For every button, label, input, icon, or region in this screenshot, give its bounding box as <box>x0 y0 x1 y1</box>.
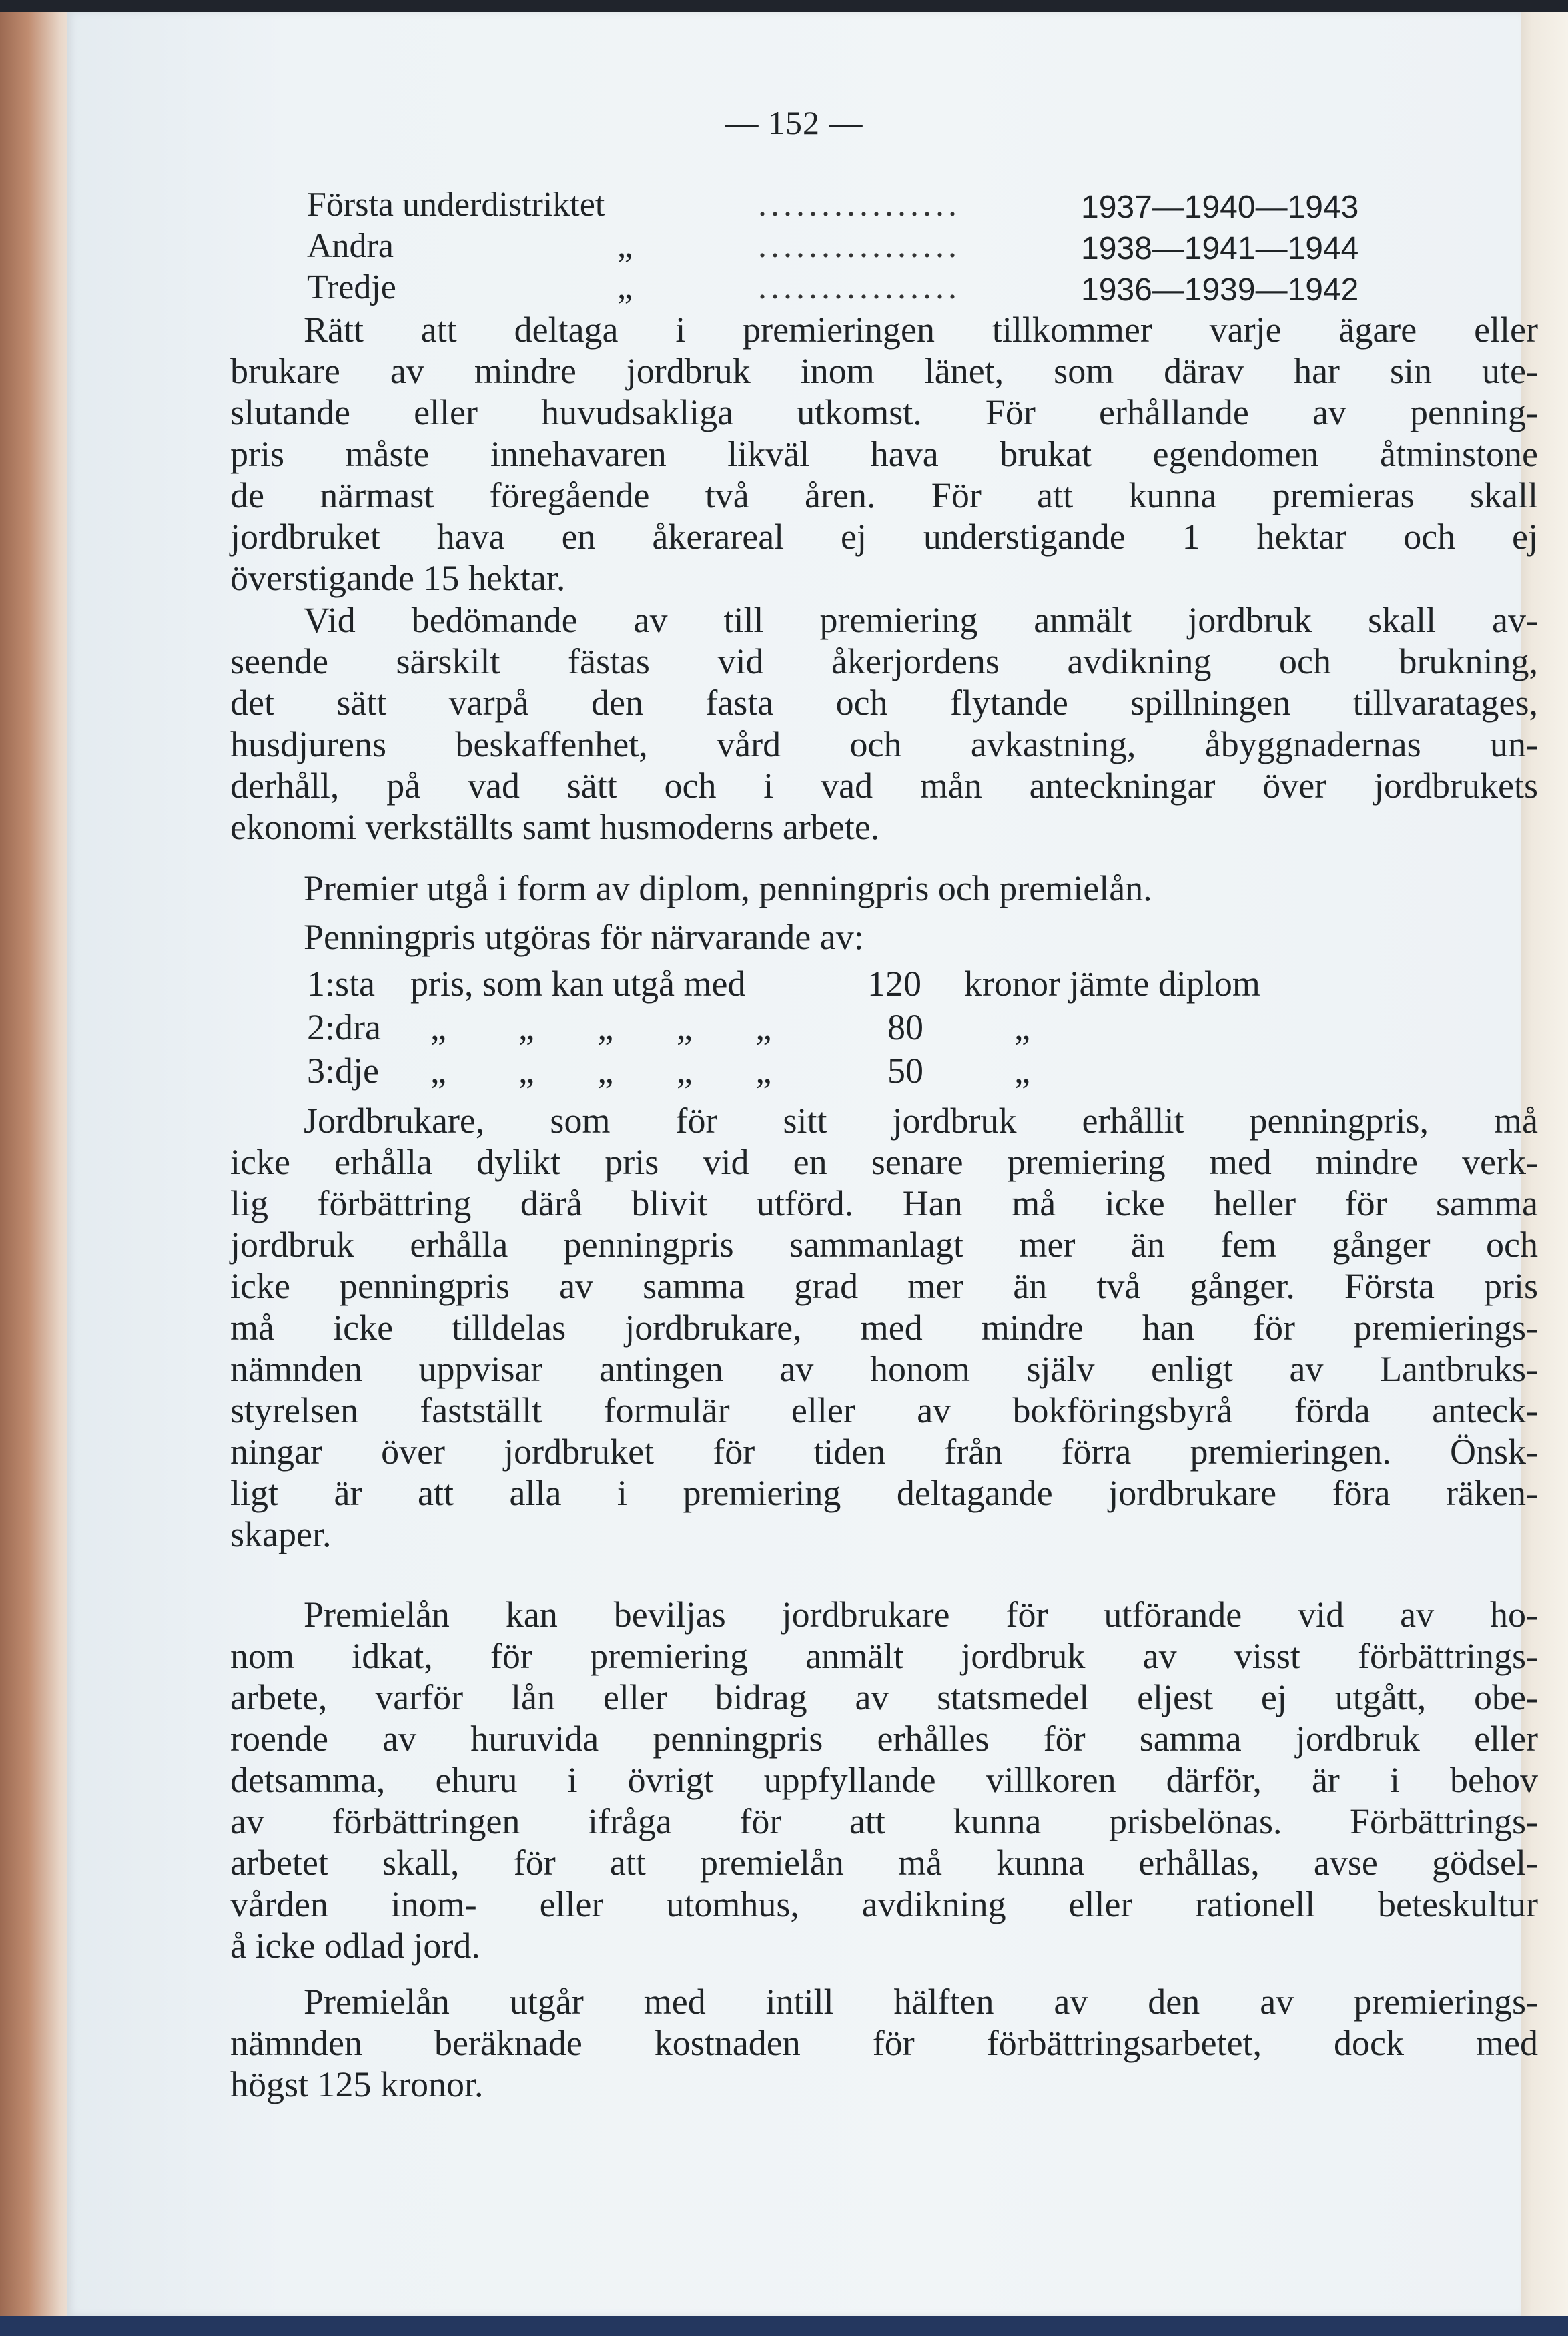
paragraph-line: Premielån utgår med intill hälften av den av premierings- <box>304 1982 1538 2022</box>
paragraph-line: pris måste innehavaren likväl hava brukat egendomen åtminstone <box>230 434 1538 474</box>
schedule-years: 1937—1940—1943 <box>1081 190 1359 225</box>
paragraph-line: vården inom- eller utomhus, avdikning eller rationell beteskultur <box>230 1884 1538 1924</box>
schedule-row-1 <box>307 184 605 226</box>
ditto-mark: „ <box>1014 1007 1030 1047</box>
paragraph-line: icke penningpris av samma grad mer än två gånger. Första pris <box>230 1266 1538 1306</box>
paragraph-line: nom idkat, för premiering anmält jordbruk av visst förbättrings- <box>230 1636 1538 1676</box>
schedule-label: Tredje <box>307 268 396 306</box>
paragraph-line: styrelsen fastställt formulär eller av bokföringsbyrå förda anteck- <box>230 1390 1538 1430</box>
paragraph-line: Premielån kan beviljas jordbrukare för utförande vid av ho- <box>304 1594 1538 1635</box>
schedule-years: 1936—1939—1942 <box>1081 272 1359 308</box>
paragraph-line: ningar över jordbruket för tiden från förra premieringen. Önsk- <box>230 1432 1538 1472</box>
schedule-row-3 <box>307 267 396 308</box>
paragraph-line: ligt är att alla i premiering deltagande jordbrukare föra räken- <box>230 1473 1538 1513</box>
prize-ordinal: 2:dra <box>307 1007 381 1047</box>
paragraph-line: Penningpris utgöras för närvarande av: <box>304 917 864 957</box>
paragraph-line: roende av huruvida penningpris erhålles för samma jordbruk eller <box>230 1719 1538 1759</box>
paragraph-line: må icke tilldelas jordbrukare, med mindre han för premierings- <box>230 1307 1538 1348</box>
page-number: — 152 — <box>725 104 863 141</box>
ditto-marks: „ „ „ „ „ <box>430 1051 772 1091</box>
paragraph-line: högst 125 kronor. <box>230 2064 484 2104</box>
ditto-mark: „ <box>617 268 633 306</box>
schedule-row-2 <box>307 226 394 267</box>
paragraph-line: husdjurens beskaffenhet, vård och avkastning, åbyggnadernas un- <box>230 724 1538 764</box>
paragraph-line: av förbättringen ifråga för att kunna prisbelönas. Förbättrings- <box>230 1801 1538 1841</box>
paragraph-line: nämnden beräknade kostnaden för förbättringsarbetet, dock med <box>230 2023 1538 2063</box>
paragraph-line: Vid bedömande av till premiering anmält jordbruk skall av- <box>304 600 1538 640</box>
paragraph-line: brukare av mindre jordbruk inom länet, som därav har sin ute- <box>230 351 1538 391</box>
prize-text: pris, som kan utgå med <box>410 964 746 1004</box>
paragraph-line: Premier utgå i form av diplom, penningpris och premielån. <box>304 868 1152 908</box>
paragraph-line: jordbruket hava en åkerareal ej understigande 1 hektar och ej <box>230 517 1538 557</box>
schedule-leader: ................ <box>758 268 961 306</box>
prize-ordinal: 1:sta <box>307 964 375 1004</box>
paragraph-line: icke erhålla dylikt pris vid en senare premiering med mindre verk- <box>230 1142 1538 1182</box>
paragraph-line: ekonomi verkställts samt husmoderns arbete. <box>230 807 880 847</box>
paragraph-line: skaper. <box>230 1514 332 1554</box>
schedule-label: Första underdistriktet <box>307 186 605 224</box>
schedule-leader: ................ <box>758 227 961 265</box>
paragraph-line: jordbruk erhålla penningpris sammanlagt mer än fem gånger och <box>230 1225 1538 1265</box>
paragraph-line: detsamma, ehuru i övrigt uppfyllande villkoren därför, är i behov <box>230 1760 1538 1800</box>
ditto-mark: „ <box>1014 1051 1030 1091</box>
prize-amount: 80 <box>887 1007 923 1047</box>
paragraph-line: arbete, varför lån eller bidrag av statsmedel eljest ej utgått, obe- <box>230 1677 1538 1717</box>
top-edge <box>0 0 1568 12</box>
prize-rest: kronor jämte diplom <box>964 964 1260 1004</box>
prize-amount: 50 <box>887 1051 923 1091</box>
paragraph-line: det sätt varpå den fasta och flytande spillningen tillvaratages, <box>230 683 1538 723</box>
paragraph-line: de närmast föregående två åren. För att kunna premieras skall <box>230 475 1538 515</box>
schedule-label: Andra <box>307 227 394 265</box>
book-page <box>67 12 1538 2316</box>
schedule-years: 1938—1941—1944 <box>1081 231 1359 266</box>
paragraph-line: lig förbättring därå blivit utförd. Han må icke heller för samma <box>230 1183 1538 1223</box>
ditto-marks: „ „ „ „ „ <box>430 1007 772 1047</box>
paragraph-line: derhåll, på vad sätt och i vad mån anteckningar över jordbrukets <box>230 766 1538 806</box>
paragraph-line: arbetet skall, för att premielån må kunna erhållas, avse gödsel- <box>230 1843 1538 1883</box>
prize-amount: 120 <box>867 964 921 1004</box>
paragraph-line: slutande eller huvudsakliga utkomst. För erhållande av penning- <box>230 392 1538 432</box>
paragraph-line: seende särskilt fästas vid åkerjordens avdikning och brukning, <box>230 641 1538 681</box>
prize-ordinal: 3:dje <box>307 1051 379 1091</box>
bottom-edge <box>0 2316 1568 2336</box>
paragraph-line: överstigande 15 hektar. <box>230 558 566 598</box>
paragraph-line: nämnden uppvisar antingen av honom själv enligt av Lantbruks- <box>230 1349 1538 1389</box>
paragraph-line: å icke odlad jord. <box>230 1926 480 1966</box>
paragraph-line: Jordbrukare, som för sitt jordbruk erhållit penningpris, må <box>304 1101 1538 1141</box>
paragraph-line: Rätt att deltaga i premieringen tillkommer varje ägare eller <box>304 310 1538 350</box>
ditto-mark: „ <box>617 227 633 265</box>
schedule-leader: ................ <box>758 186 961 224</box>
